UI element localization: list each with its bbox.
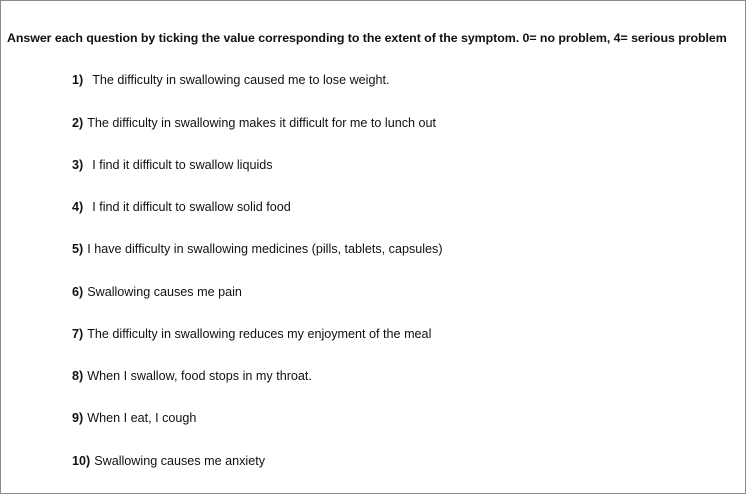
question-text: I find it difficult to swallow liquids xyxy=(92,158,273,172)
question-item xyxy=(72,454,265,468)
question-number: 3) xyxy=(72,158,84,172)
question-item xyxy=(72,116,436,130)
question-text: When I eat, I cough xyxy=(87,411,197,425)
question-number: 5) xyxy=(72,242,84,256)
question-text: I have difficulty in swallowing medicines (pills, tablets, capsules) xyxy=(87,242,443,256)
question-number: 2) xyxy=(72,116,84,130)
question-item xyxy=(72,73,389,87)
question-item xyxy=(72,158,273,172)
question-item xyxy=(72,369,312,383)
question-item xyxy=(72,200,291,214)
question-item xyxy=(72,327,431,341)
instructions-text: Answer each question by ticking the value corresponding to the extent of the symptom. 0= no problem, 4= serious problem xyxy=(7,31,727,45)
question-number: 9) xyxy=(72,411,84,425)
question-number: 4) xyxy=(72,200,84,214)
question-text: Swallowing causes me pain xyxy=(87,285,242,299)
question-number: 1) xyxy=(72,73,84,87)
question-number: 8) xyxy=(72,369,84,383)
question-number: 7) xyxy=(72,327,84,341)
question-number: 10) xyxy=(72,454,91,468)
question-text: When I swallow, food stops in my throat. xyxy=(87,369,312,383)
question-text: I find it difficult to swallow solid food xyxy=(92,200,291,214)
question-text: The difficulty in swallowing makes it difficult for me to lunch out xyxy=(87,116,437,130)
question-item xyxy=(72,285,242,299)
question-item xyxy=(72,411,196,425)
question-text: Swallowing causes me anxiety xyxy=(94,454,265,468)
question-text: The difficulty in swallowing caused me to lose weight. xyxy=(92,73,390,87)
question-number: 6) xyxy=(72,285,84,299)
question-text: The difficulty in swallowing reduces my enjoyment of the meal xyxy=(87,327,432,341)
question-item xyxy=(72,242,443,256)
